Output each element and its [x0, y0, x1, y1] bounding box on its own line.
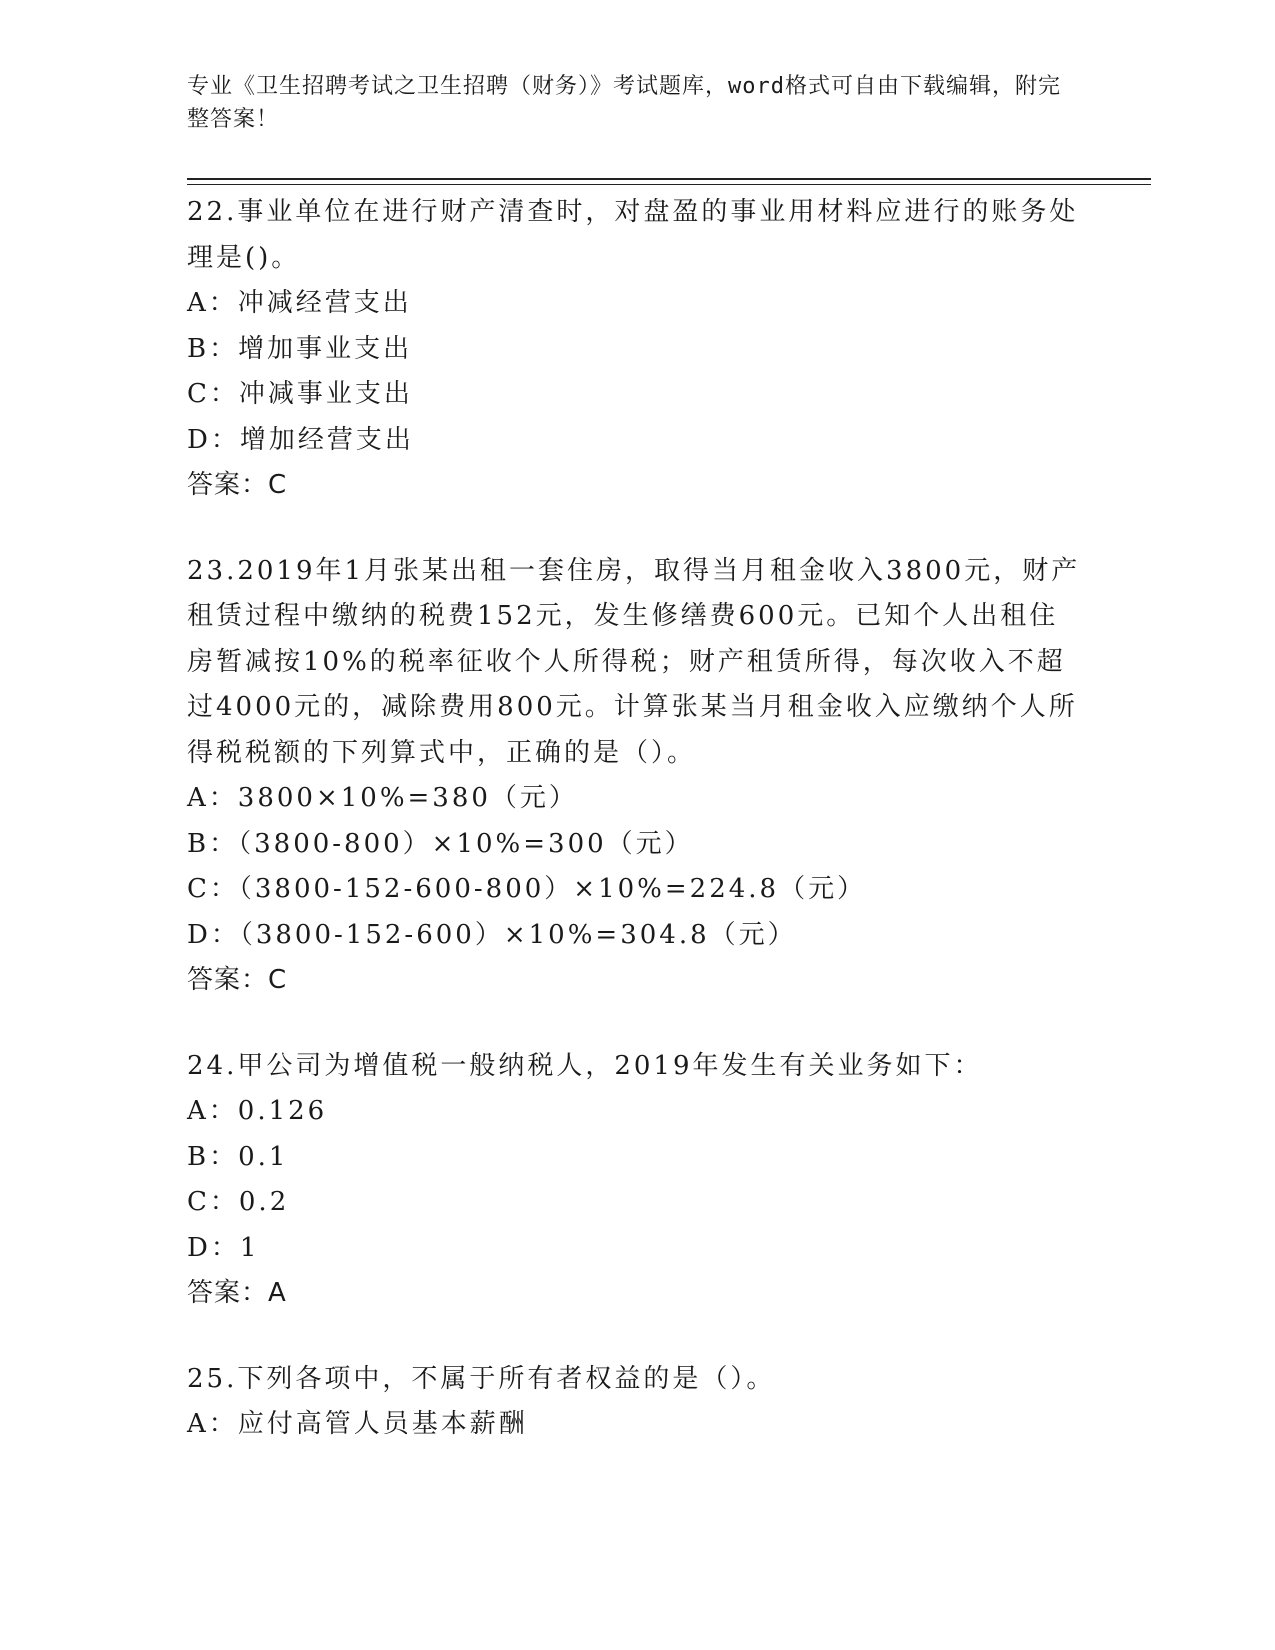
question-stem: 22.事业单位在进行财产清查时，对盘盈的事业用材料应进行的账务处理是()。: [187, 197, 1079, 273]
question-24: [187, 1044, 1087, 1317]
question-stem: 25.下列各项中，不属于所有者权益的是（）。: [187, 1363, 776, 1394]
option-b: B：（3800-800）×10%=300（元）: [187, 828, 694, 859]
document-header: 专业《卫生招聘考试之卫生招聘（财务）》考试题库，word格式可自由下载编辑，附完整答案！: [187, 74, 1061, 132]
question-list: [187, 190, 1087, 1488]
option-d: D：（3800-152-600）×10%=304.8（元）: [187, 919, 797, 950]
header-divider-thick: [187, 178, 1151, 180]
answer: 答案：C: [187, 470, 288, 500]
option-d: D：1: [187, 1232, 260, 1263]
answer: 答案：C: [187, 965, 288, 995]
question-22: [187, 190, 1087, 509]
option-b: B：0.1: [187, 1141, 289, 1172]
option-b: B：增加事业支出: [187, 333, 413, 364]
option-d: D：增加经营支出: [187, 424, 414, 455]
question-stem: 23.2019年1月张某出租一套住房，取得当月租金收入3800元，财产租赁过程中缴纳的税费152元，发生修缮费600元。已知个人出租住房暂减按10%的税率征收个人所得税；财产租赁所得，每次收入不超过4000元的，减除费用800元。计算张某当月租金收入应缴纳个人所得税税额的下列算式中，正确的是（）。: [187, 555, 1081, 768]
option-a: A：冲减经营支出: [187, 288, 412, 318]
option-c: C：冲减事业支出: [187, 379, 413, 409]
option-c: C：0.2: [187, 1187, 290, 1217]
question-25: [187, 1357, 1087, 1448]
question-stem: 24.甲公司为增值税一般纳税人，2019年发生有关业务如下：: [187, 1050, 983, 1081]
option-c: C：（3800-152-600-800）×10%=224.8（元）: [187, 874, 867, 904]
option-a: A：0.126: [187, 1096, 328, 1126]
option-a: A：应付高管人员基本薪酬: [187, 1409, 528, 1439]
question-23: [187, 549, 1087, 1004]
option-a: A：3800×10%=380（元）: [187, 783, 578, 813]
answer: 答案：A: [187, 1278, 287, 1308]
header-divider-thin: [187, 184, 1151, 185]
